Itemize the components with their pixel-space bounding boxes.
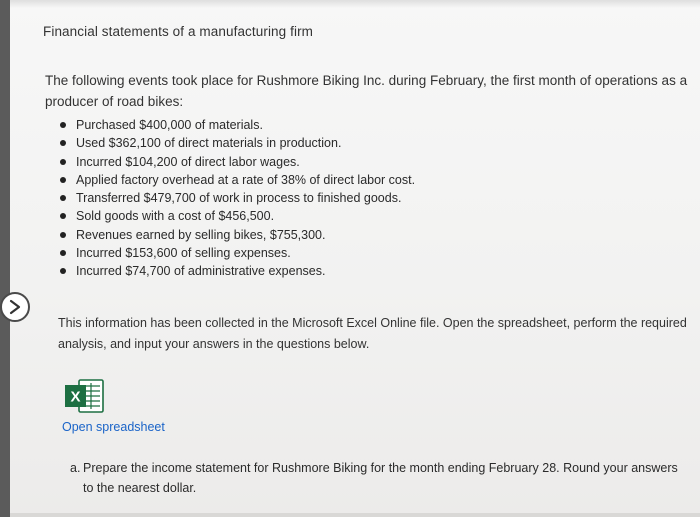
- excel-icon-letter: X: [70, 388, 81, 406]
- page-title: Financial statements of a manufacturing firm: [43, 24, 314, 39]
- list-item: Applied factory overhead at a rate of 38% of direct labor cost.: [58, 171, 415, 189]
- bottom-edge: [10, 513, 700, 517]
- problem-page: [10, 0, 700, 517]
- list-item: Sold goods with a cost of $456,500.: [58, 207, 415, 225]
- excel-icon[interactable]: [63, 377, 105, 415]
- list-item: Used $362,100 of direct materials in production.: [58, 134, 415, 152]
- events-list: [58, 116, 415, 281]
- info-text: This information has been collected in the Microsoft Excel Online file. Open the spreadsheet, perform the required analysis, and input your answers in the questions below.: [58, 316, 687, 351]
- chevron-right-icon: [8, 299, 22, 315]
- top-shadow: [10, 0, 700, 8]
- list-item: Incurred $74,700 of administrative expenses.: [58, 262, 415, 280]
- list-item: Purchased $400,000 of materials.: [58, 116, 415, 134]
- list-item: Incurred $104,200 of direct labor wages.: [58, 153, 415, 171]
- question-a: [70, 458, 680, 498]
- expand-button[interactable]: [0, 292, 30, 322]
- list-item: Transferred $479,700 of work in process to finished goods.: [58, 189, 415, 207]
- question-text: Prepare the income statement for Rushmore Biking for the month ending February 28. Round your answers to the nearest dollar.: [83, 461, 678, 495]
- intro-text: The following events took place for Rushmore Biking Inc. during February, the first month of operations as a producer of road bikes:: [45, 73, 688, 109]
- list-item: Incurred $153,600 of selling expenses.: [58, 244, 415, 262]
- list-item: Revenues earned by selling bikes, $755,300.: [58, 226, 415, 244]
- question-label: a.: [70, 461, 81, 475]
- open-spreadsheet-link[interactable]: Open spreadsheet: [62, 420, 165, 434]
